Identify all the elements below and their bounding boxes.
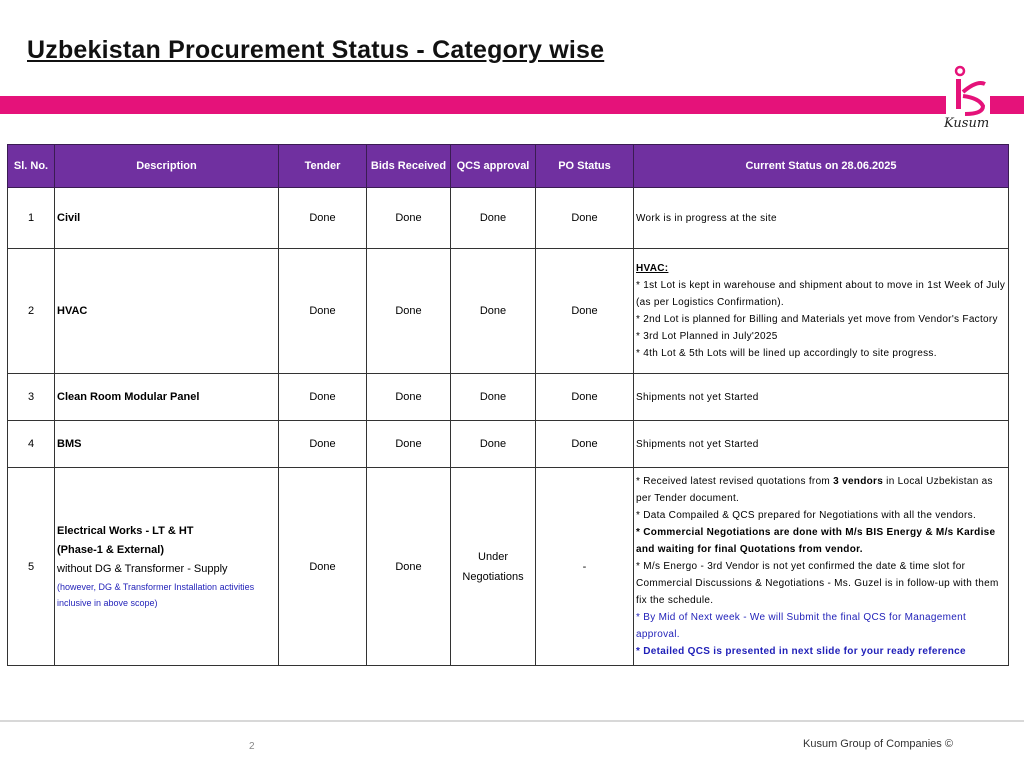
procurement-status-table [7, 144, 1009, 666]
header-description: Description [55, 145, 279, 188]
cell-bids: Done [367, 249, 451, 374]
cell-description: HVAC [55, 249, 279, 374]
cell-sl: 2 [8, 249, 55, 374]
cell-tender: Done [279, 249, 367, 374]
description-note: (however, DG & Transformer Installation activities inclusive in above scope) [57, 582, 255, 608]
header-bids-received: Bids Received [367, 145, 451, 188]
cell-current-status: Shipments not yet Started [634, 421, 1009, 468]
cell-description: Clean Room Modular Panel [55, 374, 279, 421]
table-header-row [8, 145, 1009, 188]
cell-current-status [634, 468, 1009, 666]
status-line: * Detailed QCS is presented in next slide for your ready reference [636, 646, 966, 657]
cell-tender: Done [279, 188, 367, 249]
table-row [8, 249, 1009, 374]
header-qcs-approval: QCS approval [451, 145, 536, 188]
cell-bids: Done [367, 188, 451, 249]
cell-current-status: Shipments not yet Started [634, 374, 1009, 421]
cell-qcs: Under Negotiations [451, 468, 536, 666]
cell-qcs: Done [451, 249, 536, 374]
cell-sl: 4 [8, 421, 55, 468]
cell-description [55, 468, 279, 666]
cell-po: Done [536, 188, 634, 249]
status-line: * By Mid of Next week - We will Submit the final QCS for Management approval. [636, 612, 967, 640]
header-sl-no: Sl. No. [8, 145, 55, 188]
header-po-status: PO Status [536, 145, 634, 188]
cell-tender: Done [279, 374, 367, 421]
logo-wordmark: Kusum [944, 116, 990, 131]
cell-sl: 1 [8, 188, 55, 249]
cell-description: BMS [55, 421, 279, 468]
cell-tender: Done [279, 421, 367, 468]
cell-description: Civil [55, 188, 279, 249]
footer-divider [0, 720, 1024, 722]
status-line: * Commercial Negotiations are done with M/s BIS Energy & M/s Kardise and waiting for final Quotations from vendor. [636, 527, 996, 555]
cell-po: Done [536, 421, 634, 468]
table-row [8, 468, 1009, 666]
status-line: * 3rd Lot Planned in July'2025 [636, 331, 778, 342]
cell-bids: Done [367, 468, 451, 666]
cell-bids: Done [367, 421, 451, 468]
status-line: * 2nd Lot is planned for Billing and Materials yet move from Vendor's Factory [636, 314, 998, 325]
header-current-status: Current Status on 28.06.2025 [634, 145, 1009, 188]
cell-current-status [634, 249, 1009, 374]
footer-copyright: Kusum Group of Companies © [803, 738, 953, 750]
cell-qcs: Done [451, 374, 536, 421]
status-line: * M/s Energo - 3rd Vendor is not yet confirmed the date & time slot for Commercial Discussions & Negotiations - Ms. Guzel is in follow-up with them fix the schedule. [636, 561, 999, 606]
description-line: Electrical Works - LT & HT [57, 525, 194, 537]
status-line: * 1st Lot is kept in warehouse and shipment about to move in 1st Week of July (as per Logistics Confirmation). [636, 280, 1006, 308]
description-line: (Phase-1 & External) [57, 544, 164, 556]
cell-qcs: Done [451, 188, 536, 249]
cell-po: Done [536, 249, 634, 374]
description-line: without DG & Transformer - Supply [57, 563, 228, 575]
cell-po: - [536, 468, 634, 666]
table-row [8, 188, 1009, 249]
status-line: * 4th Lot & 5th Lots will be lined up accordingly to site progress. [636, 348, 937, 359]
page-number: 2 [249, 741, 255, 752]
table-row [8, 421, 1009, 468]
cell-bids: Done [367, 374, 451, 421]
table-row [8, 374, 1009, 421]
cell-tender: Done [279, 468, 367, 666]
header-tender: Tender [279, 145, 367, 188]
status-heading: HVAC: [636, 263, 669, 274]
status-line: * Received latest revised quotations from 3 vendors in Local Uzbekistan as per Tender document. [636, 476, 993, 504]
cell-sl: 3 [8, 374, 55, 421]
cell-current-status: Work is in progress at the site [634, 188, 1009, 249]
status-line: * Data Compailed & QCS prepared for Negotiations with all the vendors. [636, 510, 977, 521]
cell-qcs: Done [451, 421, 536, 468]
header-accent-bar [0, 96, 946, 114]
cell-po: Done [536, 374, 634, 421]
page-title: Uzbekistan Procurement Status - Category wise [27, 36, 605, 64]
cell-sl: 5 [8, 468, 55, 666]
